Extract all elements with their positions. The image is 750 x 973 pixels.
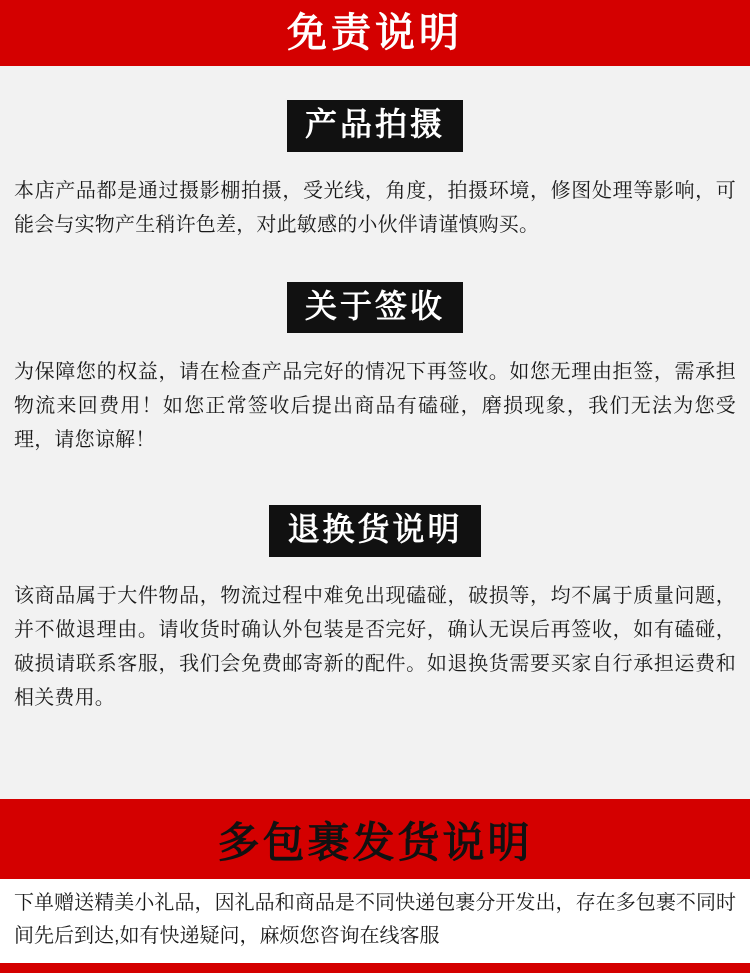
section-heading: 产品拍摄 [287,100,463,152]
footer-body: 下单赠送精美小礼品，因礼品和商品是不同快递包裹分开发出，存在多包裹不同时间先后到达,如有快递疑问，麻烦您咨询在线客服 [14,892,736,947]
section-heading-wrap [14,100,736,152]
footer-text-wrap [0,879,750,963]
spacer [14,457,736,479]
section-body: 该商品属于大件物品，物流过程中难免出现磕碰，破损等，均不属于质量问题，并不做退理由。请收货时确认外包装是否完好，确认无误后再签收，如有磕碰，破损请联系客服，我们会免费邮寄新的配件。如退换货需要买家自行承担运费和相关费用。 [14,584,736,709]
section-return-exchange [14,479,736,715]
section-heading: 退换货说明 [269,505,480,557]
section-heading-wrap [14,505,736,557]
spacer [14,242,736,256]
page-title: 免责说明 [287,11,463,55]
section-body: 为保障您的权益，请在检查产品完好的情况下再签收。如您无理由拒签，需承担物流来回费用！如您正常签收后提出商品有磕碰，磨损现象，我们无法为您受理，请您谅解！ [14,361,736,452]
footer-title: 多包裹发货说明 [217,818,533,866]
section-about-signing [14,256,736,458]
section-product-photography [14,66,736,242]
content-area [0,66,750,715]
section-body: 本店产品都是通过摄影棚拍摄，受光线，角度，拍摄环境，修图处理等影响，可能会与实物产生稍许色差，对此敏感的小伙伴请谨慎购买。 [14,179,736,236]
top-banner [0,0,750,66]
section-heading-wrap [14,282,736,334]
section-heading: 关于签收 [287,282,463,334]
multi-package-block [0,799,750,973]
